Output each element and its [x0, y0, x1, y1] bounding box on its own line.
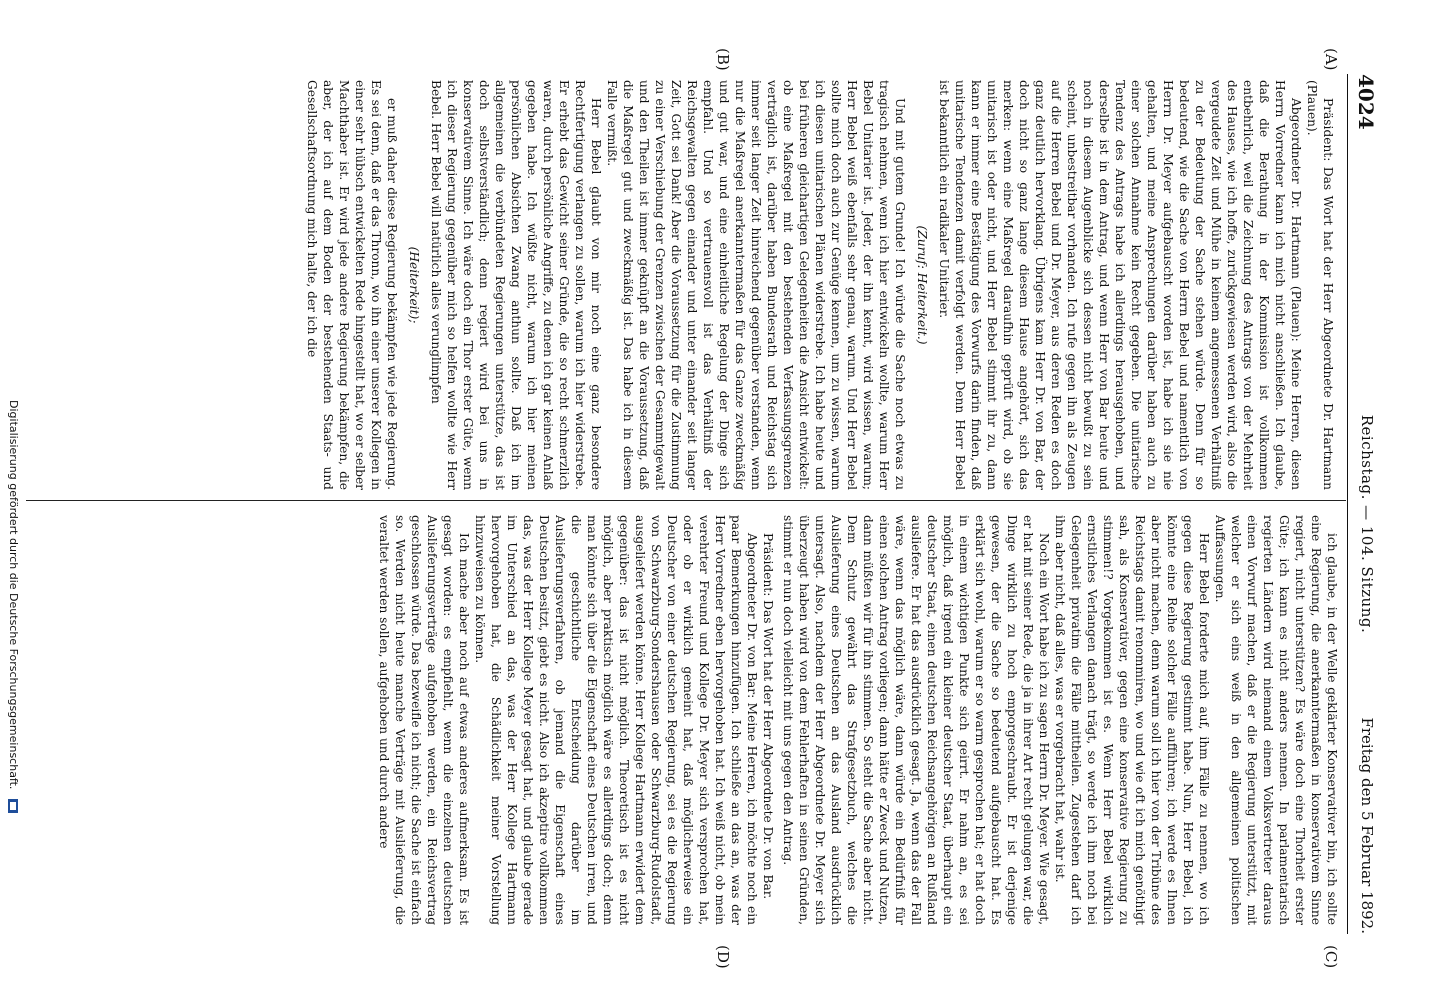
paragraph: ich glaube, in der Welle geklärter Konservativer bin, ich sollte eine Regierung, die anerkanntermaßen in konservativem Sinne regiert, nicht unterstützen? Es wäre doch eine Thorheit erster Güte; ich kann es nicht anders nennen. In parlamentarisch regierten Ländern wird niemand einem Volksvertreter daraus einen Vorwurf machen, daß er die Regierung unterstützt, mit welcher er sich eins weiß in den allgemeinen politischen Auffassungen. — [1213, 515, 1339, 925]
paragraph: Präsident: Das Wort hat der Herr Abgeordnete Dr. Hartmann (Plauen). — [1305, 80, 1335, 490]
paragraph: Herr Bebel forderte mich auf, ihm Fälle zu nennen, wo ich gegen diese Regierung gestimmt habe. Nun, Herr Bebel, ich könnte eine Reihe solcher Fälle aufführen; ich werde es Ihnen aber nicht machen, denn warum soll ich hier von der Tribüne des Reichstags damit renommiren, wo und wie oft ich mich genöthigt sah, als Konservativer, gegen eine konservative Regierung zu stimmen!? Vorgekommen ist es. Wenn Herr Bebel wirklich ernstliches Verlangen danach trägt, so werde ich ihm noch bei Gelegenheit privatim die Fälle mittheilen. Zugestehen darf ich ihm aber nicht, daß alles, was er vorgebracht hat, wahr ist. — [1053, 515, 1211, 925]
header-rule — [1347, 74, 1348, 934]
column-divider — [26, 500, 1346, 501]
paragraph: Präsident: Das Wort hat der Herr Abgeordnete Dr. von Bar. — [761, 533, 775, 900]
paragraph: Ich mache aber noch auf etwas anderes aufmerksam. Es ist gesagt worden: es empfiehlt, wenn die einzelnen deutschen Auslieferungsverträge aufgehoben werden, ein Reichsvertrag geschlossen würde. Das bezweifle ich nicht; die Sache ist einfach so. Werden nicht heute manche Verträge mit Auslieferung, die veraltet werden sollen, aufgehoben und durch andere — [377, 515, 471, 925]
margin-letter-c: (C) — [1322, 945, 1340, 969]
margin-letter-b: (B) — [714, 48, 732, 71]
interjection: (Heiterkeit); — [407, 246, 421, 324]
margin-letter-a: (A) — [1322, 48, 1340, 71]
digitization-credit — [4, 400, 20, 990]
paragraph: Abgeordneter Dr. von Bar: Meine Herren, ich möchte noch ein paar Bemerkungen hinzufügen. Ich schließe an das an, was der Herr Vorredner eben hervorgehoben hat. Ich weiß nicht, ob mein verehrter Freund und Kollege Dr. Meyer sich versprochen hat, oder ob er wirklich gemeint hat, daß möglicherweise ein Deutscher von einer deutschen Regierung, sei es die Regierung von Schwarzburg-Sondershausen oder Schwarzburg-Rudolstadt, ausgeliefert werden könne. Herr Kollege Hartmann erwidert dem gegenüber: das ist nicht möglich. Theoretisch ist es nicht möglich, aber praktisch möglich wäre es allerdings doch; denn man könnte sich über die Eigenschaft eines Deutschen irren, und die geschichtliche Entscheidung darüber im Auslieferungsverfahren, ob jemand die Eigenschaft eines Deutschen besitzt, giebt es nicht. Also ich akzeptire vollkommen das, was der Herr Kollege Meyer gesagt hat, und glaube gerade im Unterschied an das, was der Herr Kollege Hartmann hervorgehoben hat, die Schädlichkeit meiner Vorstellung hinzuweisen zu können. — [473, 515, 759, 925]
paragraph: er muß daher diese Regierung bekämpfen wie jede Regierung. Es sei denn, daß er das Thronn, wo ihn einer unserer Kollegen in einer sehr hübsch entwickelten Rede hingestellt hat, wo er selber Machthaber ist. Er wird jede andere Regierung bekämpfen, die aber, der ich auf dem Boden der bestehenden Staats- und Gesellschaftsordnung mich halte, der ich die — [305, 80, 399, 490]
session-date: Freitag den 5 Februar 1892. — [1358, 717, 1376, 934]
paragraph: Und mit gutem Grunde! Ich würde die Sache noch etwas zu tragisch nehmen, wenn ich hier entwickeln wollte, warum Herr Bebel Unitarier ist. Jeder, der ihn kennt, wird wissen, warum; Herr Bebel weiß ebenfalls sehr genau, warum. Und Herr Bebel sollte mich doch auch zur Genüge kennen, um zu wissen, warum ich diesen unitarischen Plänen widerstrebe. Ich habe heute und bei früheren gleichartigen Gelegenheiten die Ansicht entwickelt: ob eine Maßregel mit den bestehenden Verfassungsgrenzen verträglich ist, darüber haben Bundesrath und Reichstag sich immer seit langer Zeit hinreichend gegenüber verstanden, wenn nur die Maßregel anerkanntermaßen für das Ganze zweckmäßig und gut war, und eine einheitliche Regelung der Dinge sich empfahl. Und so vertrauensvoll ist das Verhältniß der Reichsgewalten gegen einander und unter einander seit langer Zeit, Gott sei Dank! Aber die Voraussetzung für die Zustimmung zu einer Verschiebung der Grenzen zwischen der Gesammtgewalt und den Theilen ist immer geknüpft an die Voraussetzung, daß die Maßregel gut und zweckmäßig ist. Das habe ich in diesem Falle vermißt. — [605, 80, 907, 490]
margin-letter-d: (D) — [714, 945, 732, 969]
right-column — [120, 515, 1340, 925]
credit-text: Digitalisierung gefördert durch die Deutsche Forschungsgemeinschaft. — [7, 400, 20, 790]
left-column — [120, 80, 1340, 490]
page-header — [1352, 74, 1378, 934]
paragraph: Abgeordneter Dr. Hartmann (Plauen): Meine Herren, diesen Herrn Vorredner kann ich mich nicht anschließen. Ich glaube, daß die Berathung in der Kommission ist vollkommen entbehrlich, weil die Zeichnung des Antrags von der Mehrheit des Hauses, wie ich hoffe, zurückgewiesen werden wird, also die vergeudete Zeit und Mühe in keinem angemessenen Verhältniß zu der Bedeutung der Sache stehen würde. Denn für so bedeutend, wie die Sache von Herrn Bebel und namentlich von Herrn Dr. Meyer aufgebauscht worden ist, habe ich sie nie gehalten, und meine Ansprechungen darüber haben auch zu einer solchen Annahme kein Recht gegeben. Die unitarische Tendenz des Antrags habe ich allerdings herausgehoben, und derselbe ist in dem Antrag, und wenn Herr von Bar heute und noch in diesem Augenblicke sich dessen nicht bewußt zu sein scheint, unbestreitbar vorhanden. Ich rufe gegen ihn als Zeugen auf die Herren Bebel und Dr. Meyer, aus deren Reden es doch ganz deutlich hervorklang. Übrigens kam Herr Dr. von Bar, der doch nicht so ganz lange diesem Hause angehört, sich das merken: wenn eine Maßregel daraufhin geprüft wird, ob sie unitarisch ist oder nicht, und Herr Bebel stimmt ihr zu, dann kann er immer eine Bestätigung des Vorwurfs darin finden, daß unitarische Tendenzen damit verfolgt werden. Denn Herr Bebel ist bekanntlich ein radikaler Unitarier. — [937, 80, 1303, 490]
interjection: (Zuruf: Heiterkeit.) — [915, 225, 929, 345]
paragraph: Noch ein Wort habe ich zu sagen Herrn Dr. Meyer. Wie gesagt, er hat mit seiner Rede, die ja in ihrer Art recht gelungen war, die Dinge wirklich zu hoch emporgeschraubt. Er ist derjenige gewesen, der die Sache so bedeutend aufgebauscht hat. Es erklärt sich wohl, warum er so warm gesprochen hat; er hat doch in einem wichtigen Punkte sich geirrt. Er nahm an, es sei möglich, daß irgend ein kleiner deutscher Staat, überhaupt ein deutscher Staat, einen deutschen Reichsangehörigen an Rußland ausliefere. Er hat das ausdrücklich gesagt. Ja, wenn das der Fall wäre, wenn das möglich wäre, dann würde ein Bedürfniß für einen solchen Antrag vorliegen; dann hätte er Zweck und Nutzen, dann müßten wir für ihn stimmen. So steht die Sache aber nicht. Dem Schutz gewährt das Strafgesetzbuch, welches die Auslieferung eines Deutschen an das Ausland ausdrücklich untersagt. Also, nachdem der Herr Abgeordnete Dr. Meyer sich überzeugt haben wird von dem Fehlerhaften in seinen Gründen, stimmt er nun doch vielleicht mit uns gegen den Antrag. — [781, 515, 1051, 925]
paragraph: Herr Bebel glaubt von mir noch eine ganz besondere Rechtfertigung verlangen zu sollen, warum ich hier widerstrebe. Er erhebt das Gewicht seiner Gründe, die so recht schmerzlich waren, durch persönliche Angriffe, zu denen ich gar keinen Anlaß gegeben habe. Ich wüßte nicht, warum ich hier meinen persönlichen Absichten Zwang anthun sollte. Daß ich im allgemeinen die verbündeten Regierungen unterstütze, das ist doch selbstverständlich; denn regiert wird bei uns in konservativem Sinne. Ich wäre doch ein Thor erster Güte, wenn ich dieser Regierung gegenüber mich so helfen wollte wie Herr Bebel. Herr Bebel will natürlich alles verunglimpfen — [429, 80, 603, 490]
dfg-logo-icon — [8, 799, 18, 813]
page-number: 4024 — [1354, 74, 1378, 130]
session-title: Reichstag. — 104. Sitzung. — [1358, 414, 1376, 634]
